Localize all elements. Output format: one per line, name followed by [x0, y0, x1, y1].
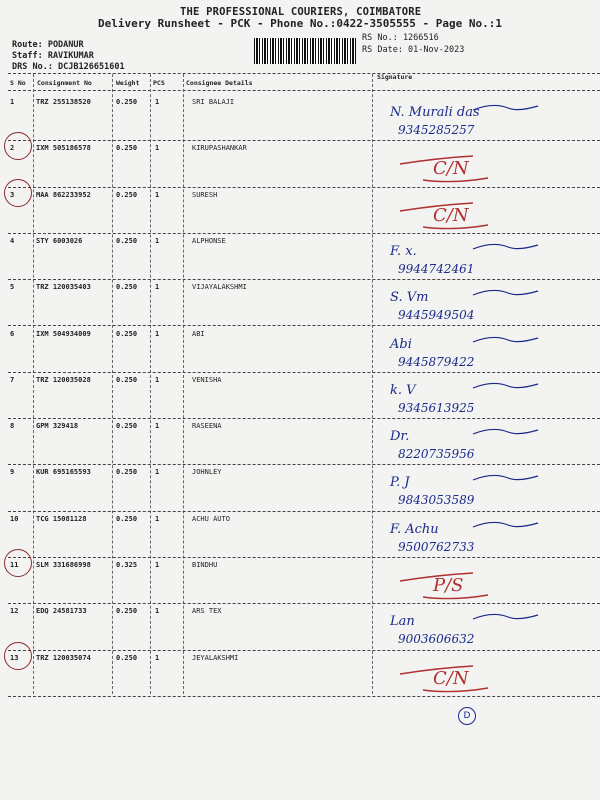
col-consignee: Consignee Details	[186, 79, 253, 87]
staff-label: Staff: RAVIKUMAR	[12, 51, 94, 61]
serial-number: 4	[10, 236, 15, 245]
pieces-count: 1	[155, 422, 160, 431]
table-row	[0, 281, 600, 327]
pieces-count: 1	[155, 561, 160, 569]
consignment-number: KUR 695165593	[36, 468, 91, 477]
signature-text: N. Murali das	[390, 105, 480, 120]
company-title: THE PROFESSIONAL COURIERS, COIMBATORE	[180, 6, 422, 18]
weight-value: 0.250	[116, 468, 138, 477]
weight-value: 0.250	[116, 514, 138, 523]
signature-area	[378, 372, 593, 420]
serial-number: 1	[10, 98, 15, 106]
consignee-name: JEYALAKSHMI	[192, 653, 239, 662]
stamp-mark: D	[458, 707, 476, 725]
serial-number: 6	[10, 329, 15, 338]
runsheet-subtitle: Delivery Runsheet - PCK - Phone No.:0422-3505555 - Page No.:1	[98, 17, 502, 30]
signature-area	[378, 418, 593, 466]
phone-number-handwritten: 9500762733	[398, 539, 475, 554]
signature-text: k. V	[390, 382, 416, 398]
consignee-name: VENISHA	[192, 375, 222, 384]
consignment-number: TRZ 120035074	[36, 653, 91, 662]
pen-stroke	[473, 337, 538, 342]
serial-number: 11	[10, 561, 19, 569]
consignment-number: TRZ 120035028	[36, 375, 91, 384]
col-signature: Signature	[377, 73, 413, 81]
consignee-name: ARS TEX	[192, 607, 222, 616]
pen-stroke	[473, 383, 538, 388]
consignment-number: EDQ 24581733	[36, 607, 87, 616]
pieces-count: 1	[155, 653, 160, 662]
pen-stroke	[473, 476, 538, 481]
signature-text: Abi	[390, 336, 412, 352]
phone-number-handwritten: 9345613925	[398, 400, 475, 415]
table-row	[0, 559, 600, 605]
pieces-count: 1	[155, 236, 160, 245]
serial-number: 13	[10, 653, 19, 662]
pieces-count: 1	[155, 514, 160, 523]
weight-value: 0.250	[116, 329, 138, 338]
table-row	[0, 420, 600, 466]
table-row	[0, 235, 600, 281]
header-divider	[8, 73, 600, 74]
signature-text: Lan	[390, 614, 415, 630]
table-row	[0, 328, 600, 374]
table-row	[0, 466, 600, 512]
phone-number-handwritten: 9003606632	[398, 632, 475, 647]
signature-text: C/N	[433, 158, 469, 180]
phone-number-handwritten: 9843053589	[398, 493, 475, 508]
consignee-name: ACHU AUTO	[192, 514, 230, 523]
pieces-count: 1	[155, 607, 160, 616]
signature-text: P/S	[433, 575, 464, 596]
pieces-count: 1	[155, 144, 160, 153]
pen-stroke	[473, 430, 538, 435]
weight-value: 0.250	[116, 283, 138, 292]
pen-circle-mark	[4, 132, 32, 160]
consignee-name: JOHNLEY	[192, 468, 222, 477]
column-header-divider	[8, 90, 600, 91]
weight-value: 0.250	[116, 98, 138, 106]
col-weight: Weight	[116, 79, 140, 87]
pieces-count: 1	[155, 283, 160, 292]
phone-number-handwritten: 8220735956	[398, 447, 475, 462]
signature-text: Dr.	[390, 429, 410, 445]
row-divider	[8, 696, 600, 697]
drs-number: DRS No.: DCJB126651601	[12, 62, 125, 72]
signature-area	[378, 187, 593, 235]
weight-value: 0.250	[116, 422, 138, 431]
serial-number: 12	[10, 607, 19, 616]
table-row	[0, 605, 600, 651]
consignee-name: ABI	[192, 329, 205, 338]
weight-value: 0.250	[116, 144, 138, 153]
serial-number: 9	[10, 468, 15, 477]
pieces-count: 1	[155, 329, 160, 338]
signature-text: F. x.	[390, 243, 417, 259]
serial-number: 3	[10, 190, 15, 199]
consignment-number: TRZ 120035403	[36, 283, 91, 292]
signature-text: P. J	[390, 475, 410, 491]
consignee-name: SURESH	[192, 190, 218, 199]
consignment-number: STY 6003026	[36, 236, 83, 245]
consignee-name: SRI BALAJI	[192, 98, 235, 106]
table-row	[0, 142, 600, 188]
pieces-count: 1	[155, 190, 160, 199]
pen-stroke	[473, 244, 538, 249]
signature-area	[378, 233, 593, 281]
consignment-number: TCG 15081128	[36, 514, 87, 523]
serial-number: 8	[10, 422, 15, 431]
col-pcs: PCS	[153, 79, 165, 87]
table-row	[0, 652, 600, 698]
phone-number-handwritten: 9445879422	[398, 354, 475, 369]
serial-number: 2	[10, 144, 15, 153]
col-sno: S No	[10, 79, 26, 87]
pen-circle-mark	[4, 642, 32, 670]
phone-number-handwritten: 9445949504	[398, 308, 475, 323]
table-row	[0, 513, 600, 559]
weight-value: 0.325	[116, 561, 138, 569]
consignment-number: TRZ 255138520	[36, 98, 91, 106]
pen-circle-mark	[4, 549, 32, 577]
rs-number: RS No.: 1266516	[362, 33, 439, 43]
phone-number-handwritten: 9944742461	[398, 261, 475, 276]
consignment-number: IXM 504934009	[36, 329, 91, 338]
signature-text: C/N	[433, 667, 469, 689]
consignment-number: SLM 331686998	[36, 561, 91, 569]
serial-number: 7	[10, 375, 15, 384]
pen-stroke	[473, 615, 538, 620]
signature-area	[378, 279, 593, 327]
consignee-name: RASEENA	[192, 422, 222, 431]
pen-stroke	[473, 291, 538, 296]
serial-number: 5	[10, 283, 15, 292]
rs-date: RS Date: 01-Nov-2023	[362, 45, 465, 55]
consignment-number: IXM 505186578	[36, 144, 91, 153]
phone-number-handwritten: 9345285257	[398, 123, 475, 137]
consignment-number: GPM 329418	[36, 422, 79, 431]
signature-area	[378, 603, 593, 651]
table-row	[0, 374, 600, 420]
weight-value: 0.250	[116, 190, 138, 199]
signature-area	[378, 557, 593, 605]
signature-area	[378, 94, 593, 142]
pen-stroke	[473, 105, 538, 110]
signature-area	[378, 650, 593, 698]
pieces-count: 1	[155, 468, 160, 477]
table-row	[0, 96, 600, 142]
consignee-name: VIJAYALAKSHMI	[192, 283, 247, 292]
signature-area	[378, 140, 593, 188]
pieces-count: 1	[155, 98, 160, 106]
pen-stroke	[473, 522, 538, 527]
table-row	[0, 189, 600, 235]
consignment-number: MAA 862233952	[36, 190, 91, 199]
barcode	[254, 38, 356, 64]
col-consignment: Consignment No	[37, 79, 92, 87]
weight-value: 0.250	[116, 375, 138, 384]
pieces-count: 1	[155, 375, 160, 384]
signature-area	[378, 464, 593, 512]
consignee-name: ALPHONSE	[192, 236, 226, 245]
pen-circle-mark	[4, 179, 32, 207]
signature-text: F. Achu	[390, 521, 439, 537]
weight-value: 0.250	[116, 607, 138, 616]
consignee-name: KIRUPASHANKAR	[192, 144, 247, 153]
serial-number: 10	[10, 514, 19, 523]
signature-text: C/N	[433, 204, 469, 226]
signature-area	[378, 511, 593, 559]
weight-value: 0.250	[116, 653, 138, 662]
signature-area	[378, 326, 593, 374]
signature-text: S. Vm	[390, 290, 429, 306]
weight-value: 0.250	[116, 236, 138, 245]
route-label: Route: PODANUR	[12, 40, 84, 50]
consignee-name: BINDHU	[192, 561, 218, 569]
